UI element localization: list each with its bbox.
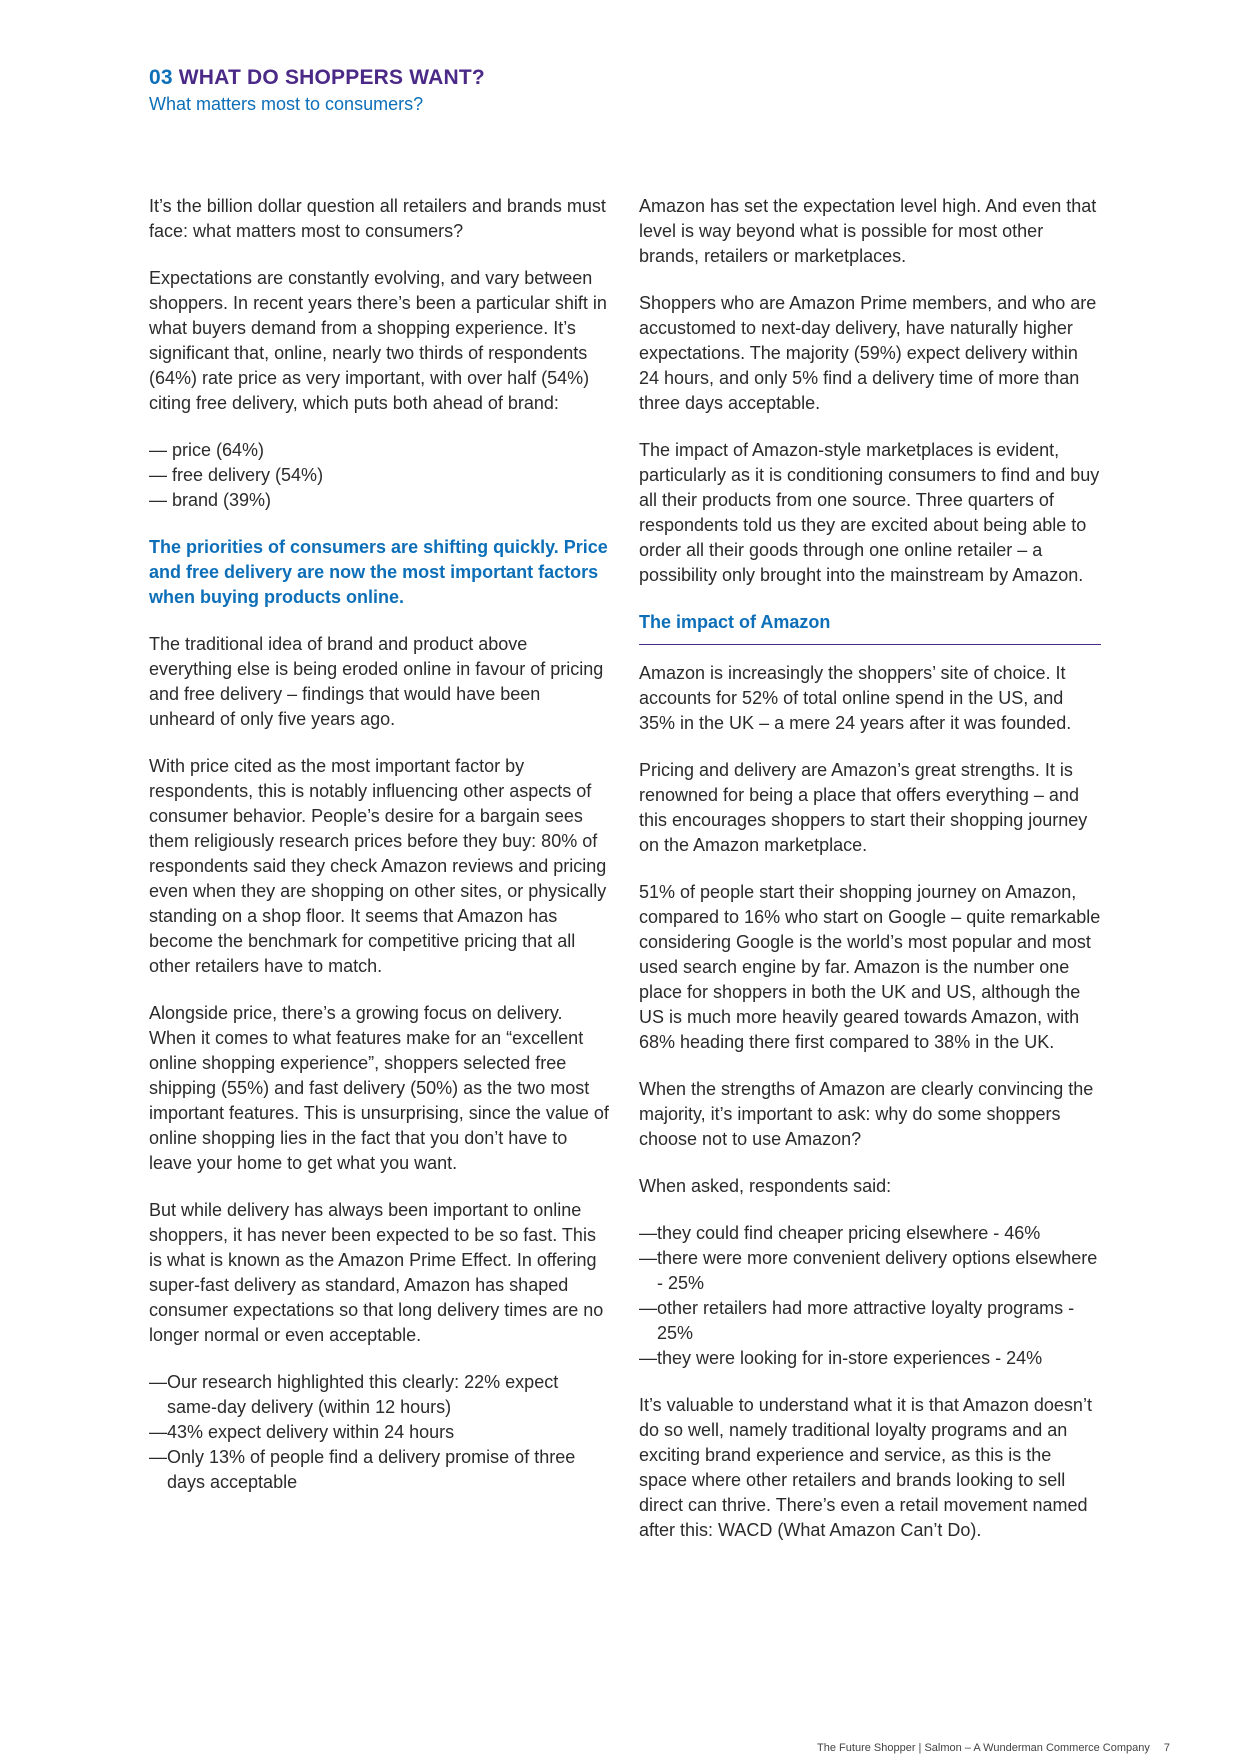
page-header (149, 66, 485, 115)
paragraph: Amazon is increasingly the shoppers’ site of choice. It accounts for 52% of total online spend in the US, and 35% in the UK – a mere 24 years after it was founded. (639, 663, 1072, 733)
reasons-list (639, 1221, 1101, 1371)
paragraph: Pricing and delivery are Amazon’s great strengths. It is renowned for being a place that offers everything – and this encourages shoppers to start their shopping journey on the Amazon marketplace. (639, 760, 1088, 855)
highlight-callout: The priorities of consumers are shifting quickly. Price and free delivery are now the most important factors when buying products online. (149, 537, 608, 607)
section-subtitle: What matters most to consumers? (149, 94, 424, 114)
right-column (639, 194, 1101, 1565)
list-item: — they were looking for in-store experiences - 24% (639, 1346, 1101, 1371)
section-number: 03 (149, 66, 173, 89)
paragraph: The traditional idea of brand and product above everything else is being eroded online in favour of pricing and free delivery – findings that would have been unheard of only five years ago. (149, 634, 604, 729)
page-footer (700, 1742, 1170, 1754)
footer-text: The Future Shopper | Salmon – A Wunderman Commerce Company (817, 1742, 1150, 1754)
list-item: — there were more convenient delivery options elsewhere - 25% (639, 1246, 1101, 1296)
list-item: — other retailers had more attractive loyalty programs - 25% (639, 1296, 1101, 1346)
list-item: — 43% expect delivery within 24 hours (149, 1420, 611, 1445)
paragraph: But while delivery has always been important to online shoppers, it has never been expected to be so fast. This is what is known as the Amazon Prime Effect. In offering super-fast delivery as standard, Amazon has shaped consumer expectations so that long delivery times are no longer normal or even acceptable. (149, 1200, 604, 1345)
paragraph: 51% of people start their shopping journey on Amazon, compared to 16% who start on Google – quite remarkable considering Google is the world’s most popular and most used search engine by far. Amazon is the number one place for shoppers in both the UK and US, although the US is much more heavily geared towards Amazon, with 68% heading there first compared to 38% in the UK. (639, 882, 1101, 1052)
list-item: — Only 13% of people find a delivery promise of three days acceptable (149, 1445, 611, 1495)
list-item: — free delivery (54%) (149, 465, 324, 485)
paragraph: Shoppers who are Amazon Prime members, and who are accustomed to next-day delivery, have naturally higher expectations. The majority (59%) expect delivery within 24 hours, and only 5% find a delivery time of more than three days acceptable. (639, 293, 1097, 413)
paragraph: Alongside price, there’s a growing focus on delivery. When it comes to what features make for an “excellent online shopping experience”, shoppers selected free shipping (55%) and fast delivery (50%) as the two most important features. This is unsurprising, since the value of online shopping lies in the fact that you don’t have to leave your home to get what you want. (149, 1003, 609, 1173)
paragraph: It’s valuable to understand what it is that Amazon doesn’t do so well, namely traditional loyalty programs and an exciting brand experience and service, as this is the space where other retailers and brands looking to sell direct can thrive. There’s even a retail movement named after this: WACD (What Amazon Can’t Do). (639, 1395, 1092, 1540)
paragraph: When the strengths of Amazon are clearly convincing the majority, it’s important to ask: why do some shoppers choose not to use Amazon? (639, 1079, 1094, 1149)
ranking-list (149, 438, 611, 513)
paragraph: Amazon has set the expectation level high. And even that level is way beyond what is possible for most other brands, retailers or marketplaces. (639, 196, 1097, 266)
section-title-text: WHAT DO SHOPPERS WANT? (178, 66, 485, 89)
page-number: 7 (1163, 1742, 1170, 1754)
paragraph: It’s the billion dollar question all retailers and brands must face: what matters most to consumers? (149, 196, 606, 241)
subheading: The impact of Amazon (639, 610, 1101, 645)
paragraph: With price cited as the most important factor by respondents, this is notably influencing other aspects of consumer behavior. People’s desire for a bargain sees them religiously research prices before they buy: 80% of respondents said they check Amazon reviews and pricing even when they are shopping on other sites, or physically standing on a shop floor. It seems that Amazon has become the benchmark for competitive pricing that all other retailers have to match. (149, 756, 607, 976)
left-column (149, 194, 611, 1517)
list-item: — Our research highlighted this clearly: 22% expect same-day delivery (within 12 hours) (149, 1370, 611, 1420)
paragraph: Expectations are constantly evolving, and vary between shoppers. In recent years there’s been a particular shift in what buyers demand from a shopping experience. It’s significant that, online, nearly two thirds of respondents (64%) rate price as very important, with over half (54%) citing free delivery, which puts both ahead of brand: (149, 268, 607, 413)
section-title (149, 66, 485, 90)
list-item: — brand (39%) (149, 490, 272, 510)
list-intro: When asked, respondents said: (639, 1176, 892, 1196)
delivery-expectations-list (149, 1370, 611, 1495)
list-item: — they could find cheaper pricing elsewhere - 46% (639, 1221, 1101, 1246)
list-item: — price (64%) (149, 440, 265, 460)
paragraph: The impact of Amazon-style marketplaces is evident, particularly as it is conditioning consumers to find and buy all their products from one source. Three quarters of respondents told us they are excited about being able to order all their goods through one online retailer – a possibility only brought into the mainstream by Amazon. (639, 440, 1100, 585)
